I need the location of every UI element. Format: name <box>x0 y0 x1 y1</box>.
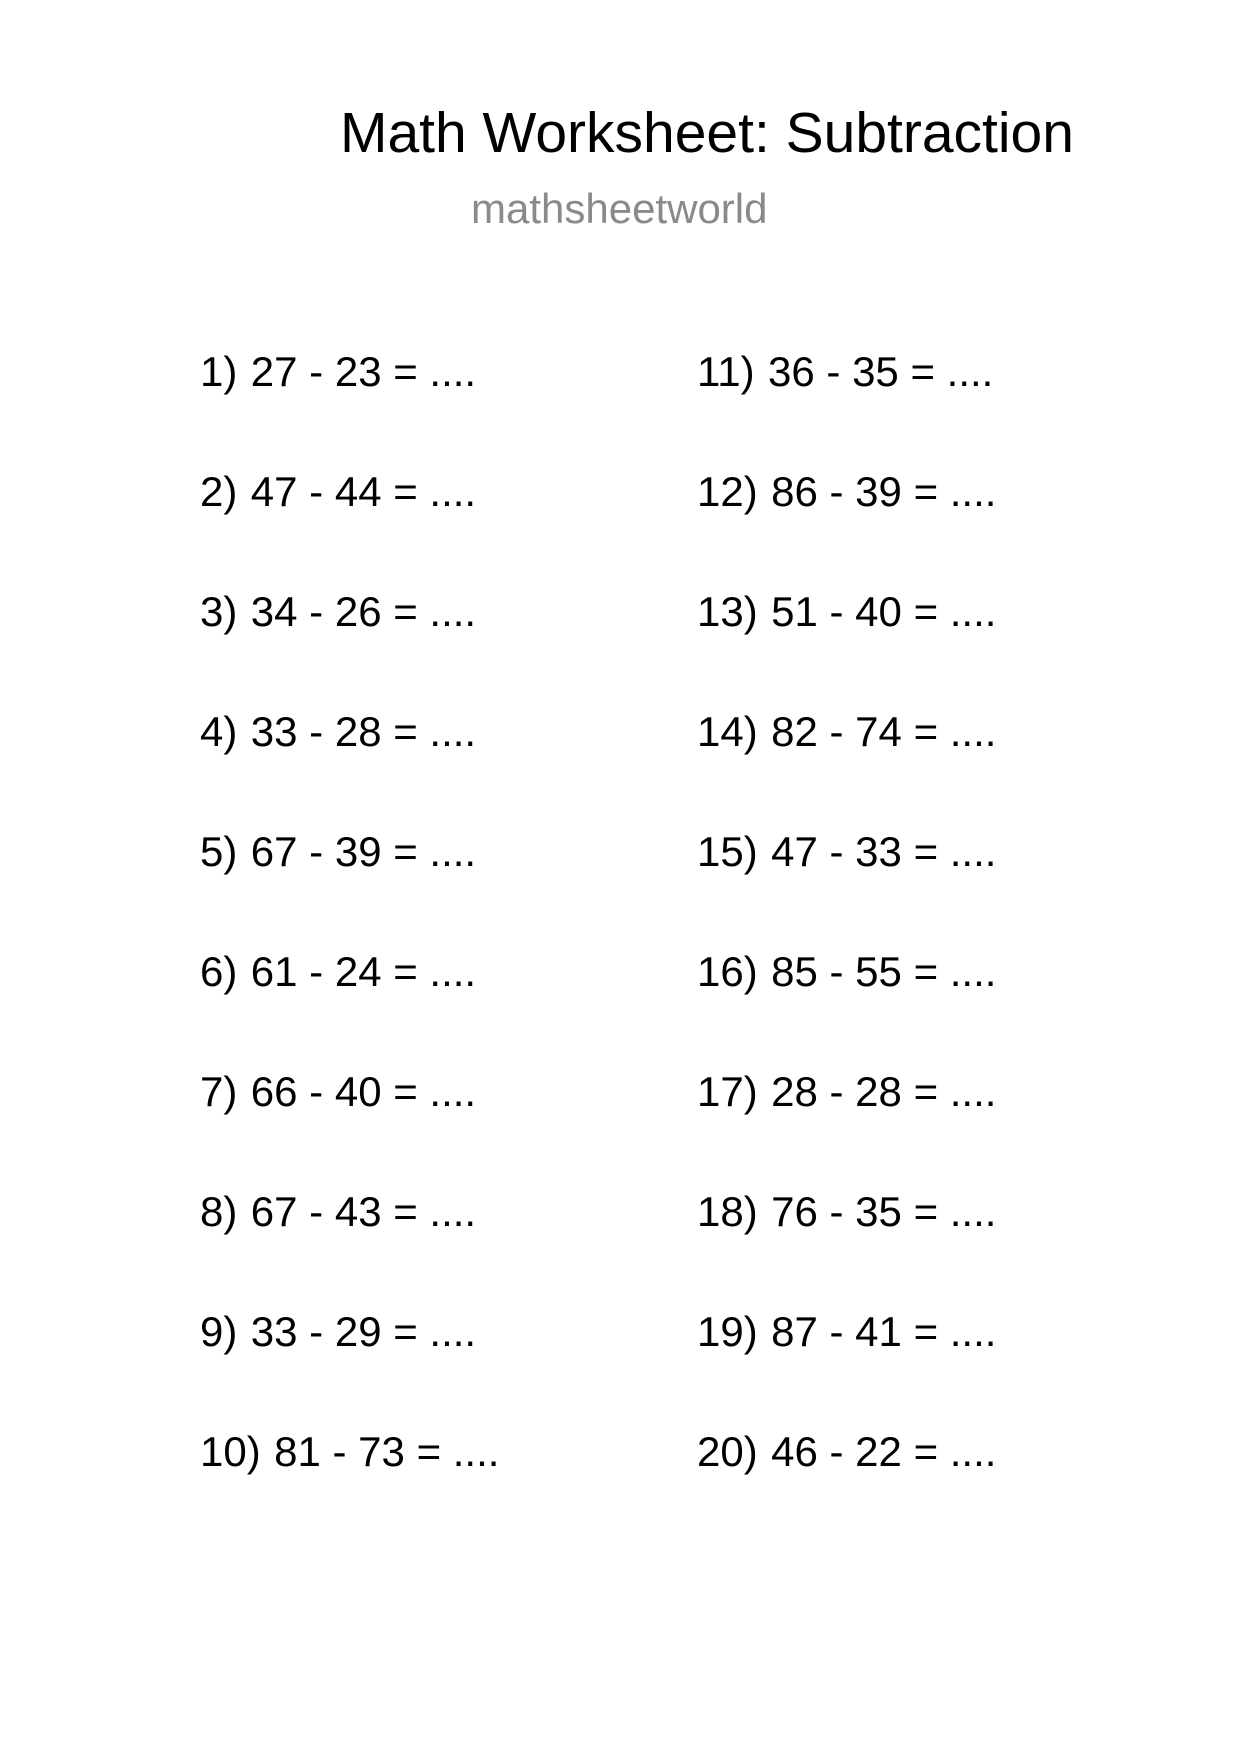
problem-number: 3) <box>200 588 238 635</box>
problem-number: 12) <box>697 468 758 515</box>
problem-number: 19) <box>697 1308 758 1355</box>
problem-item <box>200 708 476 756</box>
problem-expression: 34 - 26 = .... <box>250 588 477 635</box>
problem-expression: 86 - 39 = .... <box>771 468 997 515</box>
problem-item <box>697 1308 996 1356</box>
problem-item <box>697 468 996 516</box>
problem-number: 18) <box>697 1188 758 1235</box>
problem-item <box>697 948 996 996</box>
problem-number: 5) <box>200 828 238 875</box>
problem-number: 13) <box>697 588 758 635</box>
problem-expression: 87 - 41 = .... <box>771 1308 997 1355</box>
problem-expression: 61 - 24 = .... <box>250 948 477 995</box>
problem-number: 17) <box>697 1068 758 1115</box>
problem-number: 20) <box>697 1428 758 1475</box>
problem-item <box>200 588 476 636</box>
problem-number: 4) <box>200 708 238 755</box>
problem-item <box>200 828 476 876</box>
problem-number: 16) <box>697 948 758 995</box>
problem-item <box>697 1188 996 1236</box>
problem-expression: 51 - 40 = .... <box>771 588 997 635</box>
problem-item <box>697 1428 996 1476</box>
problem-item <box>200 948 476 996</box>
problem-item <box>200 1188 476 1236</box>
problem-expression: 81 - 73 = .... <box>274 1428 500 1475</box>
problem-number: 8) <box>200 1188 238 1235</box>
problem-expression: 76 - 35 = .... <box>771 1188 997 1235</box>
problem-expression: 82 - 74 = .... <box>771 708 997 755</box>
problem-expression: 67 - 43 = .... <box>250 1188 477 1235</box>
problem-item <box>200 1308 476 1356</box>
problem-item <box>697 588 996 636</box>
problem-item <box>200 468 476 516</box>
page-title: Math Worksheet: Subtraction <box>340 101 1074 165</box>
problem-item <box>200 348 476 396</box>
problem-expression: 33 - 29 = .... <box>250 1308 477 1355</box>
problem-expression: 27 - 23 = .... <box>250 348 477 395</box>
problem-item <box>697 348 993 396</box>
problem-expression: 46 - 22 = .... <box>771 1428 997 1475</box>
problem-expression: 33 - 28 = .... <box>250 708 477 755</box>
site-name: mathsheetworld <box>471 185 768 232</box>
problem-item <box>200 1428 499 1476</box>
problem-expression: 28 - 28 = .... <box>771 1068 997 1115</box>
problem-number: 7) <box>200 1068 238 1115</box>
problem-number: 15) <box>697 828 758 875</box>
problem-number: 10) <box>200 1428 261 1475</box>
problem-number: 9) <box>200 1308 238 1355</box>
problem-item <box>697 1068 996 1116</box>
problem-expression: 67 - 39 = .... <box>250 828 477 875</box>
problem-expression: 85 - 55 = .... <box>771 948 997 995</box>
problem-number: 2) <box>200 468 238 515</box>
problem-expression: 36 - 35 = .... <box>768 348 994 395</box>
problem-number: 14) <box>697 708 758 755</box>
problem-item <box>697 708 996 756</box>
problem-number: 6) <box>200 948 238 995</box>
problem-expression: 47 - 44 = .... <box>250 468 477 515</box>
problem-item <box>200 1068 476 1116</box>
problem-number: 1) <box>200 348 238 395</box>
problem-expression: 66 - 40 = .... <box>250 1068 477 1115</box>
problem-item <box>697 828 996 876</box>
problem-expression: 47 - 33 = .... <box>771 828 997 875</box>
problem-number: 11) <box>697 348 755 395</box>
